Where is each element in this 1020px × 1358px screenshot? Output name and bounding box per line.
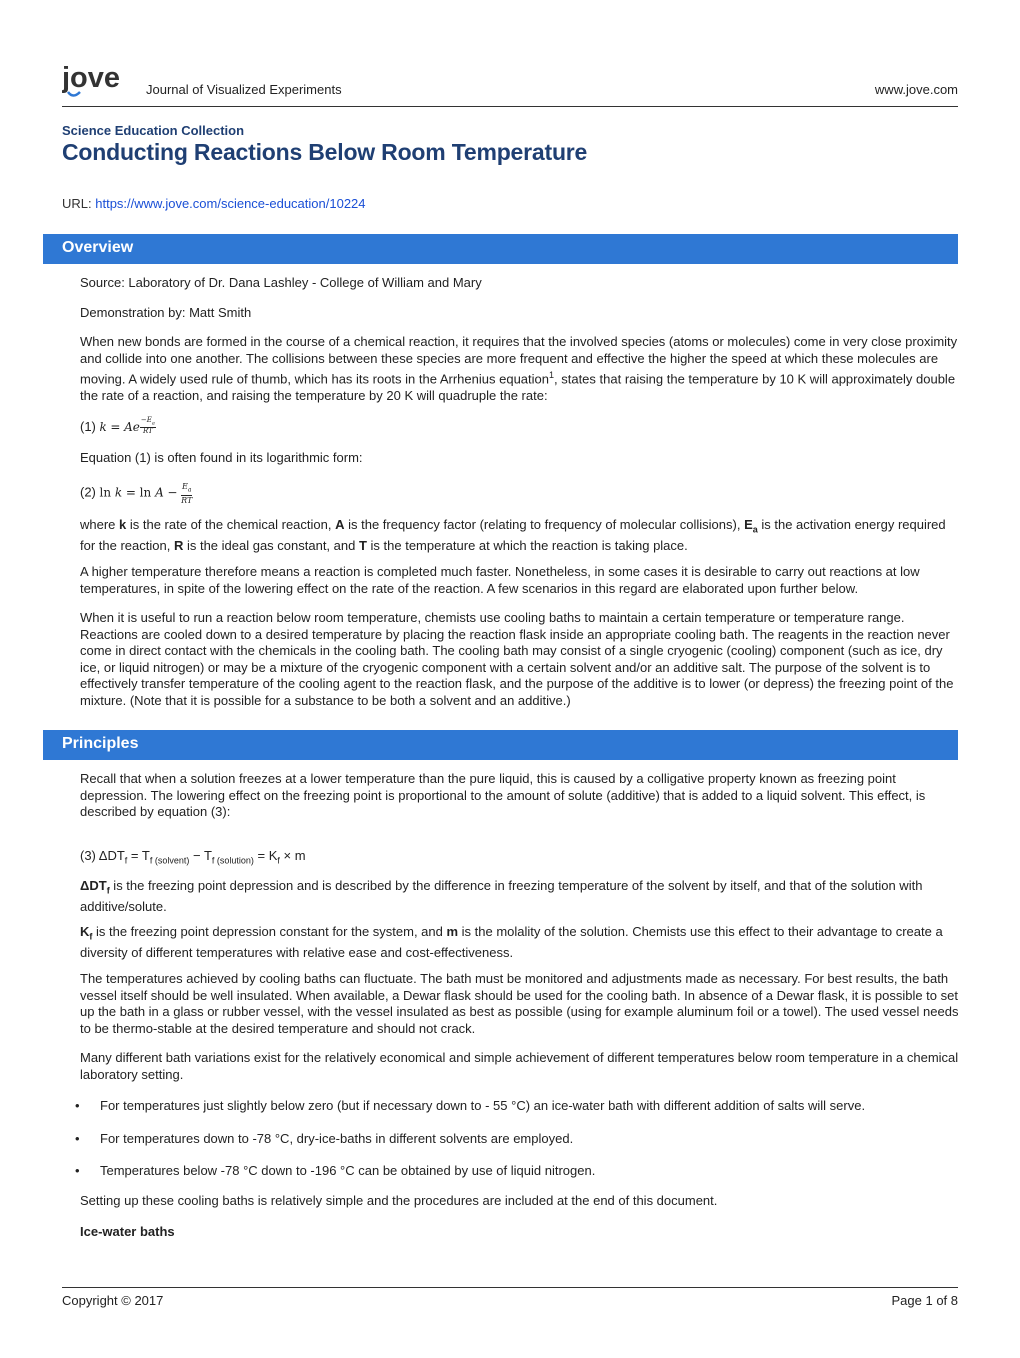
list-item: Temperatures below -78 °C down to -196 °C can be obtained by use of liquid nitrogen. xyxy=(100,1163,596,1178)
section-principles-heading: Principles xyxy=(43,730,958,760)
page-number: Page 1 of 8 xyxy=(891,1293,958,1308)
bullet-marker: • xyxy=(75,1131,80,1146)
copyright: Copyright © 2017 xyxy=(62,1293,164,1308)
equation-1: (1) k = Ae $\frac{-E_a}{RT}$ xyxy=(80,416,155,436)
paragraph-bonds: When new bonds are formed in the course of a chemical reaction, it requires that the involved species (atoms or molecules) come in very close proximity and collide into one another. The collisions between these species are more frequent and effective the higher the speed at which these molecules are moving. A widely used rule of thumb, which has its roots in the Arrhenius equation$^1$, states that raising the temperature by 10 K will approximately double the rate of a reaction, and raising the temperature by 20 K will quadruple the rate: xyxy=(80,334,958,404)
collection-label: Science Education Collection xyxy=(62,123,245,138)
jove-logo xyxy=(62,62,134,100)
equation-2: (2) ln k = ln A − $\frac{E_a}{RT}$ xyxy=(80,482,193,505)
svg-text:jove: jove xyxy=(62,62,121,94)
reference-1[interactable]: 1 xyxy=(548,370,554,381)
url-line xyxy=(62,196,366,211)
list-item: For temperatures just slightly below zero (but if necessary down to - 55 °C) an ice-water bath with different addition of salts will serve. xyxy=(100,1098,866,1113)
paragraph-where: where k is the rate of the chemical reaction, A is the frequency factor (relating to frequency of molecular collisions), $E_a$ is the activation energy required for the reaction, R is the ideal gas constant, and T is the temperature at which the reaction is taking place. xyxy=(80,517,946,554)
log-intro: Equation (1) is often found in its logarithmic form: xyxy=(80,450,363,465)
paragraph-higher-temp: A higher temperature therefore means a reaction is completed much faster. Nonetheless, in some cases it is desirable to carry out reactions at low temperatures, in spite of the lowering effect on the rate of the reaction. A few scenarios in this regard are elaborated upon further below. xyxy=(80,564,920,596)
bullet-marker: • xyxy=(75,1098,80,1113)
source-line: Source: Laboratory of Dr. Dana Lashley - College of William and Mary xyxy=(80,275,482,290)
footer-divider xyxy=(62,1287,958,1288)
section-overview-heading: Overview xyxy=(43,234,958,264)
url-link[interactable]: https://www.jove.com/science-education/10224 xyxy=(95,196,366,211)
subheading-ice-water: Ice-water baths xyxy=(80,1224,175,1239)
demo-line: Demonstration by: Matt Smith xyxy=(80,305,252,320)
page-header xyxy=(62,62,958,107)
site-url[interactable]: www.jove.com xyxy=(874,82,958,97)
list-item: For temperatures down to -78 °C, dry-ice-baths in different solvents are employed. xyxy=(100,1131,574,1146)
paragraph-cooling-baths: When it is useful to run a reaction below room temperature, chemists use cooling baths to maintain a certain temperature or temperature range. Reactions are cooled down to a desired temperature by placing the reaction flask inside an appropriate cooling bath. The reagents in the reaction never come in direct contact with the chemicals in the cooling bath. The cooling bath may consist of a single cryogenic (cooling) component (such as ice, dry ice, or liquid nitrogen) or may be a mixture of the cryogenic component with a certain solvent and/or an additive salt. The purpose of the solvent is to effectively transfer temperature of the cooling agent to the reaction flask, and the purpose of the additive is to lower (or depress) the freezing point of the mixture. (Note that it is possible for a substance to be both a solvent and an additive.) xyxy=(80,610,954,708)
url-label: URL: xyxy=(62,196,92,211)
journal-name: Journal of Visualized Experiments xyxy=(146,82,342,97)
page-title: Conducting Reactions Below Room Temperature xyxy=(62,139,588,165)
paragraph-kf: $K_f$ is the freezing point depression constant for the system, and m is the molality of the solution. Chemists use this effect to their advantage to create a diversity of different temperatures with relative ease and cost-effectiveness. xyxy=(80,924,943,961)
paragraph-bath-variations: Many different bath variations exist for the relatively economical and simple achievement of different temperatures below room temperature in a chemical laboratory setting. xyxy=(80,1050,959,1082)
bullet-marker: • xyxy=(75,1163,80,1178)
paragraph-temperatures: The temperatures achieved by cooling baths can fluctuate. The bath must be monitored and adjustments made as necessary. For best results, the bath vessel itself should be well insulated. When available, a Dewar flask should be used for the cooling bath. In absence of a Dewar flask, it is possible to set up the bath in a glass or rubber vessel, with the vessel insulated as best as possible (using for example aluminum foil or a towel). The used vessel needs to be thermo-stable at the desired temperature and should not crack. xyxy=(80,971,959,1036)
paragraph-setup: Setting up these cooling baths is relatively simple and the procedures are included at the end of this document. xyxy=(80,1193,718,1208)
paragraph-delta-dt: $\Delta DT_f$ is the freezing point depression and is described by the difference in freezing temperature of the solvent by itself, and that of the solution with additive/solute. xyxy=(80,878,923,915)
paragraph-recall: Recall that when a solution freezes at a lower temperature than the pure liquid, this is caused by a colligative property known as freezing point depression. The lowering effect on the freezing point is proportional to the amount of solute (additive) that is added to a liquid solvent. This effect, is described by equation (3): xyxy=(80,771,926,820)
equation-3: (3) $\Delta DT_f = T_{f (solvent)} - T_{f (solution)} = K_f \times m$ xyxy=(80,848,306,866)
